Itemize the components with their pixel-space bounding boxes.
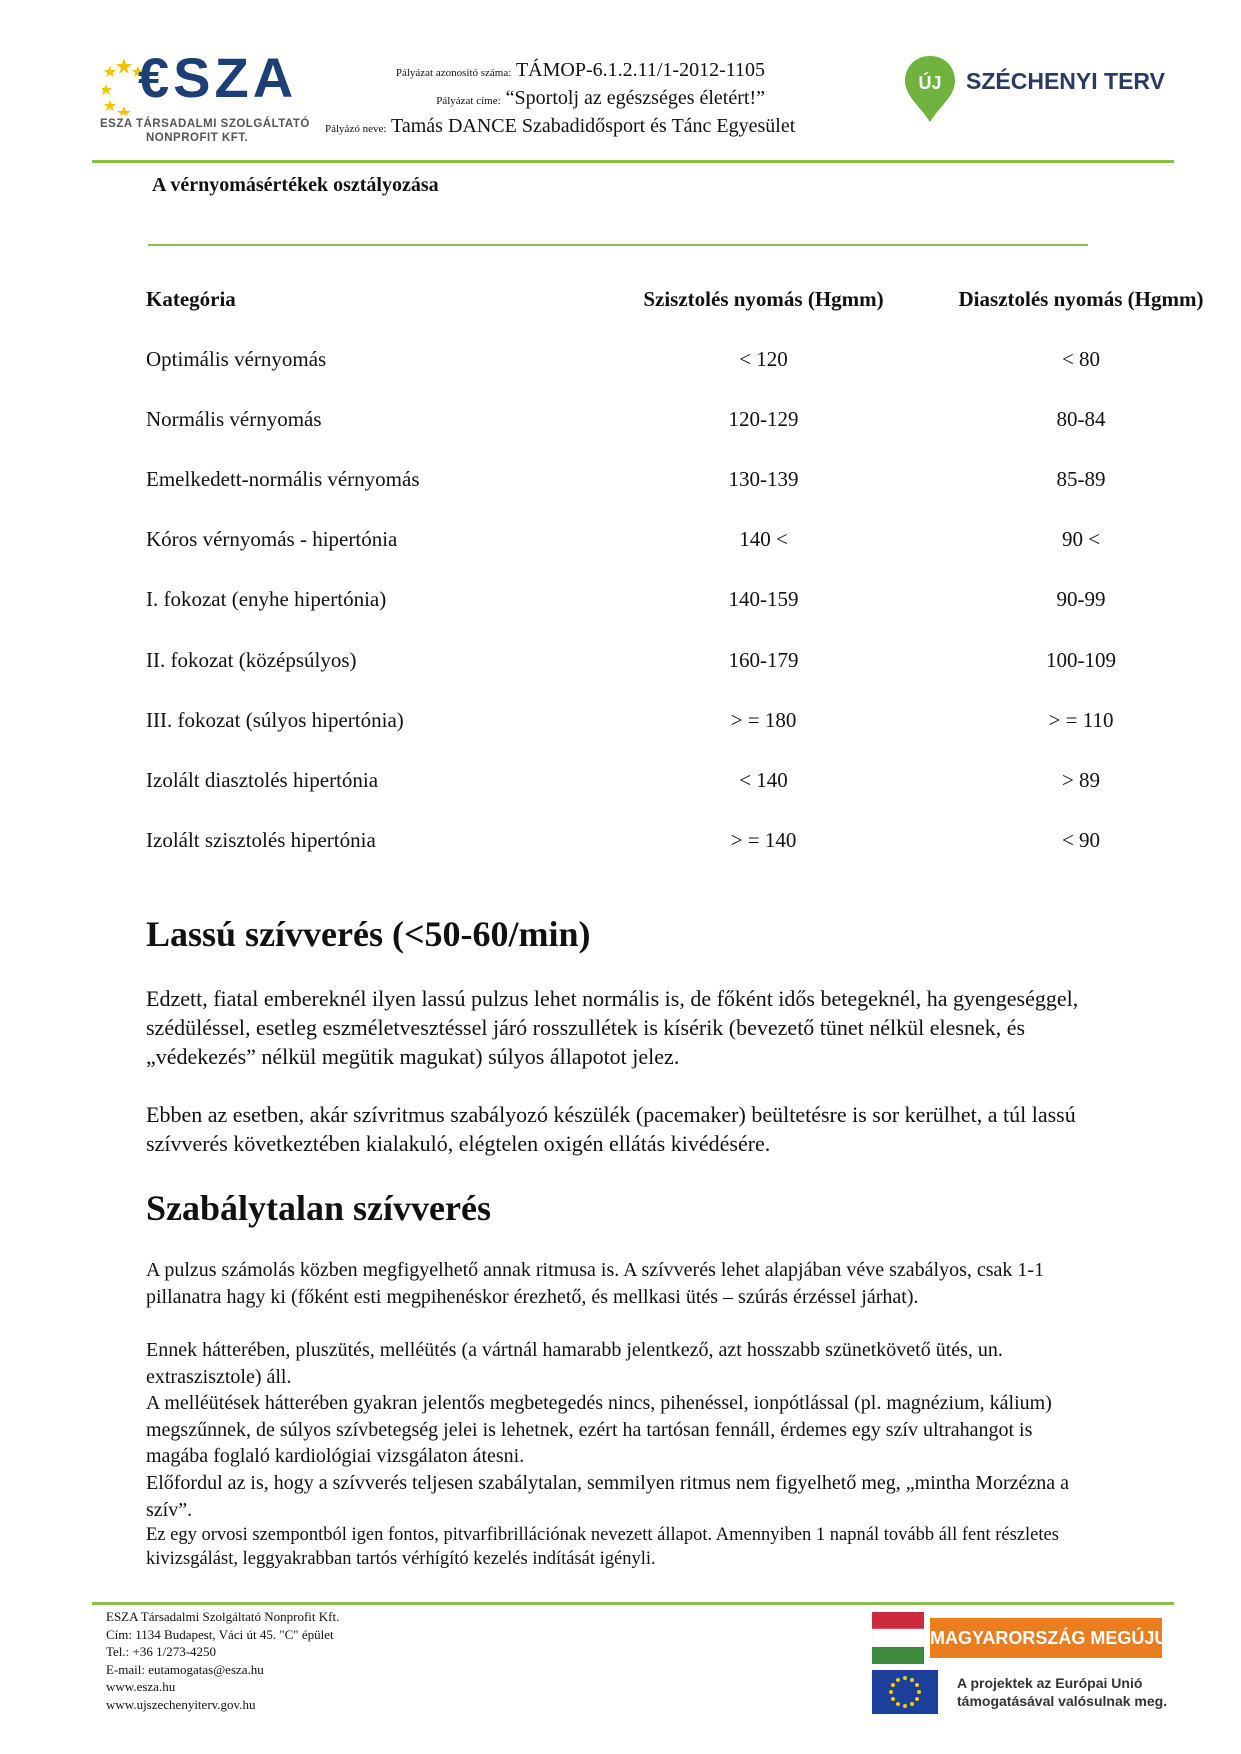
paragraph: A melléütések hátterében gyakran jelentős megbetegedés nincs, pihenéssel, ionpótlással (pl. magnézium, kálium) megszűnnek, de súlyos szívbetegség jelei is lehetnek, ezért ha tartósan fennáll, érdemes egy szív ultrahangot is magába foglaló kardiológiai vizsgálaton átesni. xyxy=(146,1392,1052,1467)
eu-flag-icon xyxy=(872,1670,938,1714)
cell-category: Izolált diasztolés hipertónia xyxy=(146,768,379,792)
cell-category: Normális vérnyomás xyxy=(146,407,322,431)
cell-systolic: 160-179 xyxy=(728,648,799,672)
heading-slow-heartbeat: Lassú szívverés (<50-60/min) xyxy=(146,914,591,954)
magyarorszag-megujul-banner: MAGYARORSZÁG MEGÚJUL xyxy=(930,1618,1162,1658)
footer-website: www.esza.hu xyxy=(106,1679,176,1694)
magyarorszag-megujul-logo xyxy=(872,1612,1179,1664)
column-header-systolic: Szisztolés nyomás (Hgmm) xyxy=(643,287,884,311)
eu-support-line1: A projektek az Európai Unió xyxy=(957,1675,1143,1691)
footer-rule xyxy=(92,1602,1174,1605)
header-rule xyxy=(92,160,1174,163)
column-header-diastolic: Diasztolés nyomás (Hgmm) xyxy=(958,287,1204,311)
table-row xyxy=(146,705,1146,735)
paragraph: A pulzus számolás közben megfigyelhető annak ritmusa is. A szívverés lehet alapjában véve szabályos, csak 1-1 pillanatra hagy ki (főként esti megpihenéskor érezhető, és mellkasi ütés – szúrás érzéssel járhat). xyxy=(146,1259,1045,1308)
cell-diastolic: < 80 xyxy=(1061,347,1101,371)
table-header-row xyxy=(146,284,1204,314)
project-id-row xyxy=(325,58,765,86)
footer-org: ESZA Társadalmi Szolgáltató Nonprofit Kft. xyxy=(106,1609,340,1624)
eu-support-line2: támogatásával valósulnak meg. xyxy=(957,1693,1168,1709)
project-info xyxy=(325,58,796,142)
table-row xyxy=(146,765,1146,795)
esza-logo xyxy=(100,46,310,148)
cell-diastolic: 80-84 xyxy=(1056,407,1106,431)
cell-diastolic: 90-99 xyxy=(1056,587,1106,611)
cell-diastolic: 90 < xyxy=(1061,527,1101,551)
table-row xyxy=(146,524,1146,554)
table-row xyxy=(146,344,1146,374)
eu-support-logo xyxy=(872,1670,1192,1716)
cell-systolic: 130-139 xyxy=(728,467,799,491)
pin-text: ÚJ xyxy=(918,73,942,93)
table-row xyxy=(146,825,1146,855)
project-title-label: Pályázat címe: xyxy=(436,95,501,107)
cell-category: Izolált szisztolés hipertónia xyxy=(146,828,376,852)
cell-category: III. fokozat (súlyos hipertónia) xyxy=(146,708,404,732)
cell-systolic: < 120 xyxy=(739,347,788,371)
project-id-value: TÁMOP-6.1.2.11/1-2012-1105 xyxy=(515,59,765,81)
hungarian-flag-icon xyxy=(872,1612,924,1664)
esza-subtitle-line2: NONPROFIT KFT. xyxy=(146,132,249,144)
szechenyi-terv-text: SZÉCHENYI TERV xyxy=(966,68,1165,94)
paragraph: Edzett, fiatal embereknél ilyen lassú pulzus lehet normális is, de főként idős betegeknél, ha gyengeséggel, szédüléssel, esetleg eszméletvesztéssel járó rosszullétek is kísérik (bevezető tünet nélkül elesnek, és „védekezés” nélkül megütik magukat) súlyos állapotot jelez. xyxy=(146,986,1079,1069)
footer-phone: Tel.: +36 1/273-4250 xyxy=(106,1644,217,1659)
paragraph: Ebben az esetben, akár szívritmus szabályozó készülék (pacemaker) beültetésre is sor kerülhet, a túl lassú szívverés következtében kialakuló, elégtelen oxigén ellátás kivédésére. xyxy=(146,1102,1076,1156)
column-header-category: Kategória xyxy=(146,287,236,311)
footer-address: Cím: 1134 Budapest, Váci út 45. "C" épület xyxy=(106,1626,334,1642)
footer-website: www.ujszechenyiterv.gov.hu xyxy=(106,1696,256,1712)
cell-category: Kóros vérnyomás - hipertónia xyxy=(146,527,398,551)
cell-category: Optimális vérnyomás xyxy=(146,347,327,371)
cell-category: II. fokozat (középsúlyos) xyxy=(146,648,357,672)
cell-diastolic: 100-109 xyxy=(1046,648,1116,672)
project-applicant-label: Pályázó neve: xyxy=(325,123,387,135)
cell-systolic: 140-159 xyxy=(728,587,799,611)
eu-support-text xyxy=(957,1674,1167,1710)
map-pin-icon xyxy=(902,54,958,124)
heading-irregular-heartbeat: Szabálytalan szívverés xyxy=(146,1188,491,1228)
table-row xyxy=(146,404,1146,434)
paragraph: Előfordul az is, hogy a szívverés teljesen szabálytalan, semmilyen ritmus nem figyelhető meg, „mintha Morzézna a szív”. xyxy=(146,1472,1070,1521)
footer-contact-info xyxy=(106,1608,339,1713)
table-row xyxy=(146,645,1146,675)
cell-systolic: < 140 xyxy=(739,768,788,792)
project-applicant-row xyxy=(325,114,796,142)
cell-diastolic: > = 110 xyxy=(1048,708,1114,732)
cell-diastolic: < 90 xyxy=(1061,828,1101,852)
paragraph: Ennek hátterében, pluszütés, melléütés (a vártnál hamarabb jelentkező, azt hosszabb szünetkövető ütés, un. extraszisztole) áll. xyxy=(146,1339,1003,1388)
table-row xyxy=(146,464,1146,494)
cell-systolic: 140 < xyxy=(739,527,788,551)
esza-subtitle-line1: ESZA TÁRSADALMI SZOLGÁLTATÓ xyxy=(100,118,310,130)
cell-category: I. fokozat (enyhe hipertónia) xyxy=(146,587,387,611)
cell-diastolic: 85-89 xyxy=(1056,467,1106,491)
project-title-value: “Sportolj az egészséges életért!” xyxy=(505,87,765,109)
project-id-label: Pályázat azonosító száma: xyxy=(395,67,512,79)
cell-diastolic: > 89 xyxy=(1061,768,1101,792)
table-top-rule xyxy=(148,244,1088,246)
cell-category: Emelkedett-normális vérnyomás xyxy=(146,467,420,491)
project-title-row xyxy=(325,86,765,114)
szechenyi-terv-logo xyxy=(902,54,1182,124)
cell-systolic: > = 140 xyxy=(730,828,797,852)
cell-systolic: > = 180 xyxy=(730,708,797,732)
cell-systolic: 120-129 xyxy=(728,407,799,431)
project-applicant-value: Tamás DANCE Szabadidősport és Tánc Egyesület xyxy=(391,115,796,137)
table-row xyxy=(146,584,1146,614)
paragraph: Ez egy orvosi szempontból igen fontos, pitvarfibrillációnak nevezett állapot. Amennyiben 1 napnál tovább áll fent részletes kivizsgálást, leggyakrabban tartós vérhígító kezelés indítását igényli. xyxy=(146,1525,1059,1569)
footer-email: E-mail: eutamogatas@esza.hu xyxy=(106,1661,264,1677)
esza-wordmark: €SZA xyxy=(138,46,298,109)
section-title: A vérnyomásértékek osztályozása xyxy=(152,174,439,196)
